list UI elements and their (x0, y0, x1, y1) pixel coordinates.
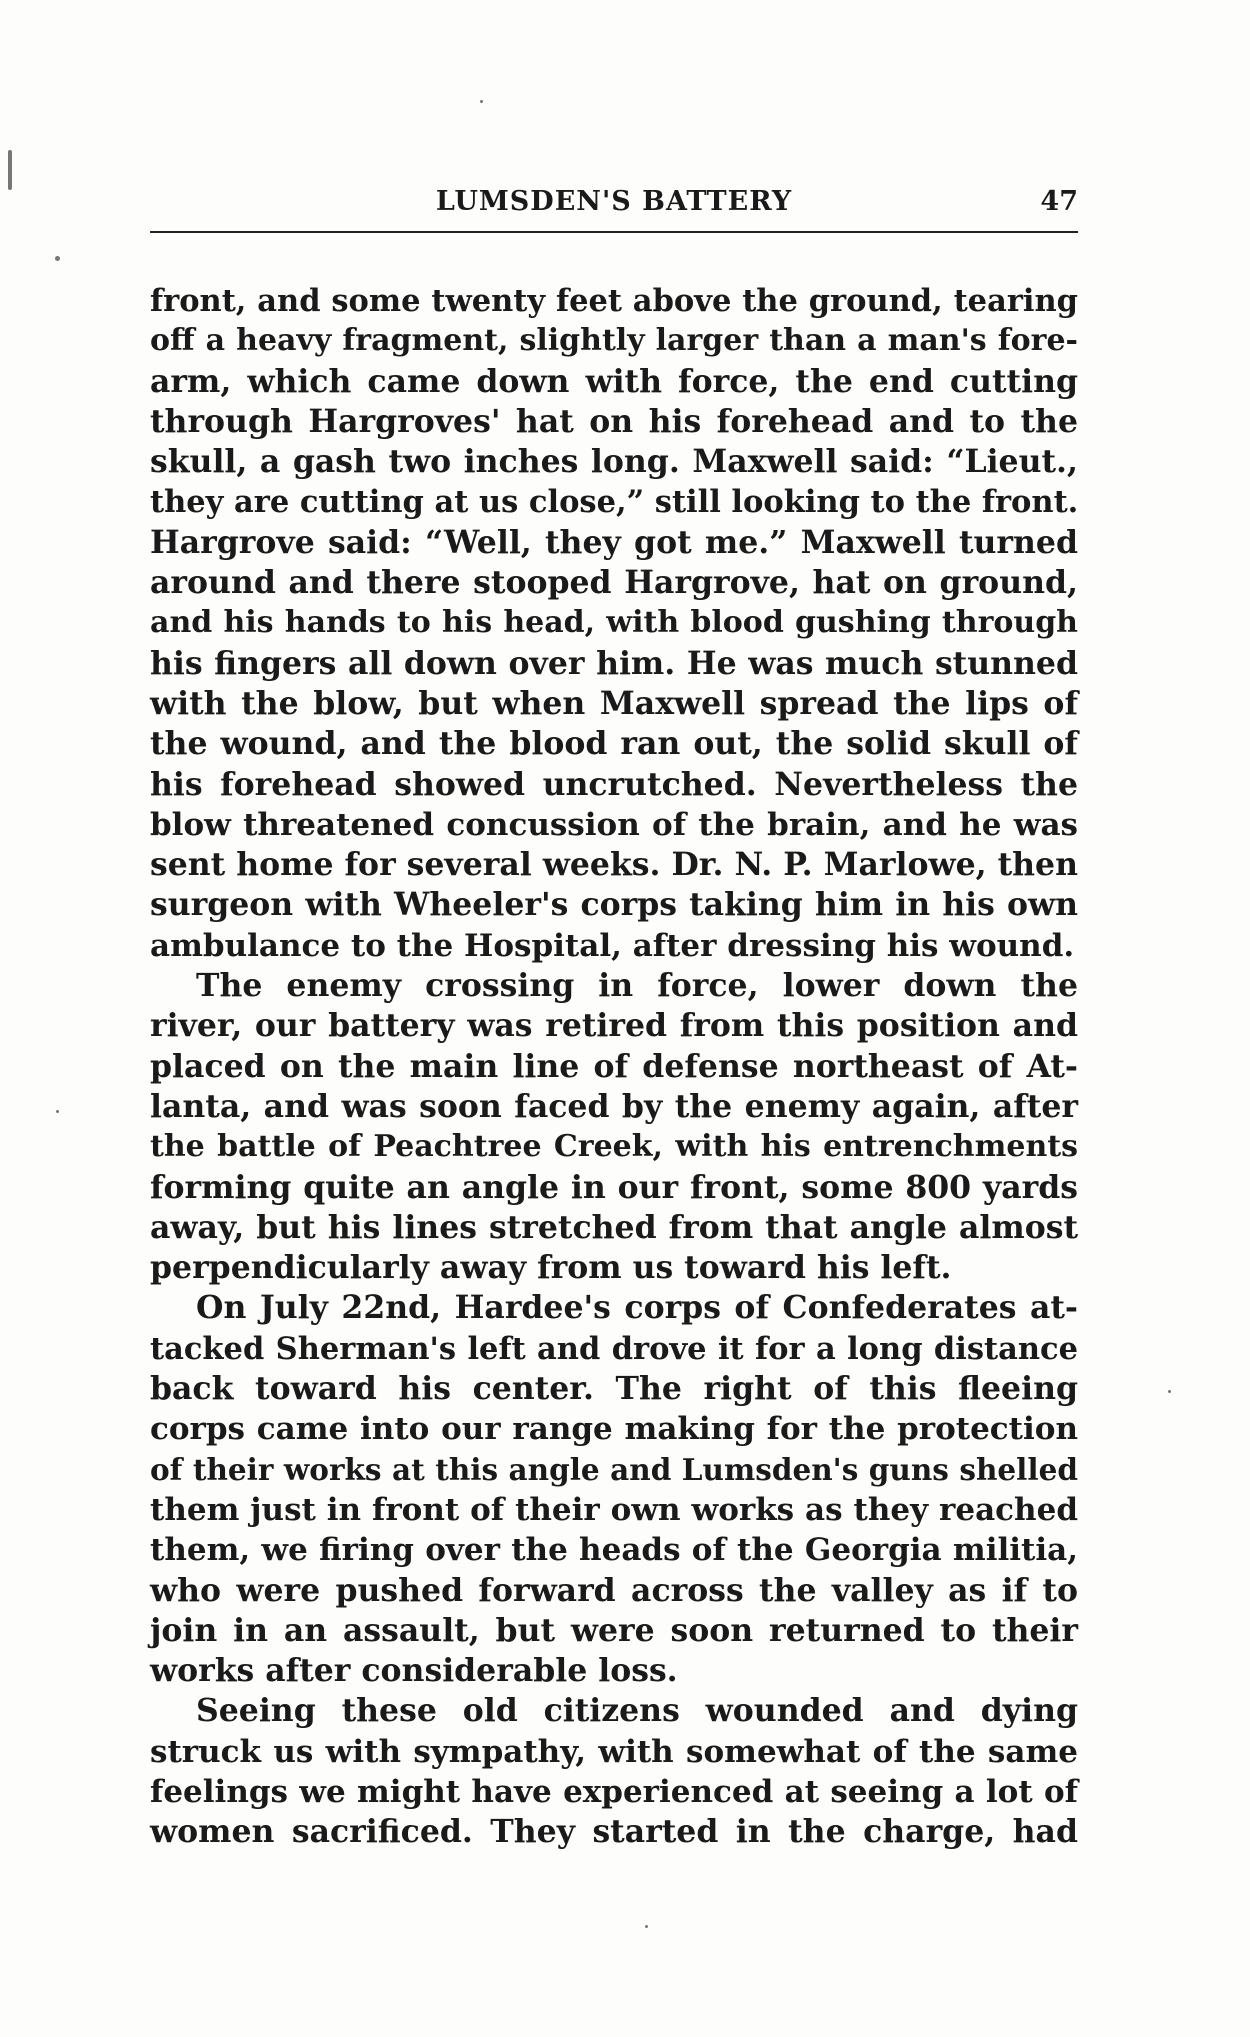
scan-speck (55, 256, 60, 261)
text-line: perpendicularly away from us toward his left. (150, 1249, 952, 1287)
text-line: blow threatened concussion of the brain, and he was (150, 806, 1078, 843)
text-line: away, but his lines stretched from that angle almost (150, 1208, 1078, 1246)
running-title: LUMSDEN'S BATTERY (435, 186, 793, 217)
text-line: back toward his center. The right of this fleeing (150, 1370, 1078, 1408)
text-line: skull, a gash two inches long. Maxwell said: “Lieut., (150, 443, 1078, 481)
text-line: Hargrove said: “Well, they got me.” Maxwell turned (150, 523, 1078, 561)
text-line: river, our battery was retired from this position and (150, 1007, 1078, 1045)
text-line: struck us with sympathy, with somewhat of the same (150, 1733, 1078, 1770)
text-line: them just in front of their own works as they reached (150, 1491, 1078, 1528)
text-line: through Hargroves' hat on his forehead and to the (150, 402, 1078, 440)
body-text (150, 281, 1078, 1853)
text-line: the wound, and the blood ran out, the solid skull of (150, 725, 1078, 763)
text-line: The enemy crossing in force, lower down the (196, 967, 1078, 1005)
text-line: ambulance to the Hospital, after dressing his wound. (150, 927, 1075, 964)
text-line: off a heavy fragment, slightly larger than a man's fore- (150, 323, 1078, 359)
scan-speck (645, 1925, 648, 1928)
text-line: lanta, and was soon faced by the enemy again, after (150, 1087, 1078, 1125)
text-line: with the blow, but when Maxwell spread the lips of (150, 684, 1078, 722)
text-line: placed on the main line of defense northeast of At- (150, 1047, 1078, 1085)
header-rule (150, 231, 1078, 233)
text-line: of their works at this angle and Lumsden's guns shelled (150, 1451, 1078, 1487)
text-line: Seeing these old citizens wounded and dying (196, 1692, 1078, 1730)
text-line: tacked Sherman's left and drove it for a long distance (150, 1330, 1078, 1367)
scan-speck (8, 150, 12, 190)
text-line: they are cutting at us close,” still looking to the front. (150, 484, 1079, 521)
scan-speck (56, 1110, 59, 1113)
text-line: his fingers all down over him. He was much stunned (150, 644, 1078, 682)
text-line: join in an assault, but were soon returned to their (150, 1611, 1078, 1649)
text-line: women sacrificed. They started in the charge, had (150, 1813, 1078, 1851)
text-line: surgeon with Wheeler's corps taking him in his own (150, 886, 1078, 924)
page-number: 47 (1040, 186, 1078, 217)
text-line: forming quite an angle in our front, some 800 yards (150, 1168, 1078, 1206)
text-line: and his hands to his head, with blood gushing through (150, 605, 1078, 641)
text-line: sent home for several weeks. Dr. N. P. Marlowe, then (150, 846, 1078, 884)
text-line: corps came into our range making for the protection (150, 1411, 1078, 1448)
scan-speck (480, 100, 483, 103)
text-line: works after considerable loss. (150, 1652, 678, 1690)
text-line: the battle of Peachtree Creek, with his entrenchments (150, 1129, 1078, 1165)
scan-speck (1168, 1390, 1171, 1393)
text-line: around and there stooped Hargrove, hat on ground, (150, 564, 1078, 602)
text-line: arm, which came down with force, the end cutting (150, 362, 1078, 400)
text-line: his forehead showed uncrutched. Nevertheless the (150, 765, 1078, 803)
page-header (150, 182, 1078, 232)
text-line: who were pushed forward across the valley as if to (150, 1571, 1078, 1609)
text-line: feelings we might have experienced at seeing a lot of (150, 1773, 1078, 1810)
text-line: them, we firing over the heads of the Georgia militia, (150, 1532, 1078, 1569)
text-line: front, and some twenty feet above the ground, tearing (150, 283, 1078, 319)
text-line: On July 22nd, Hardee's corps of Confederates at- (196, 1289, 1078, 1327)
